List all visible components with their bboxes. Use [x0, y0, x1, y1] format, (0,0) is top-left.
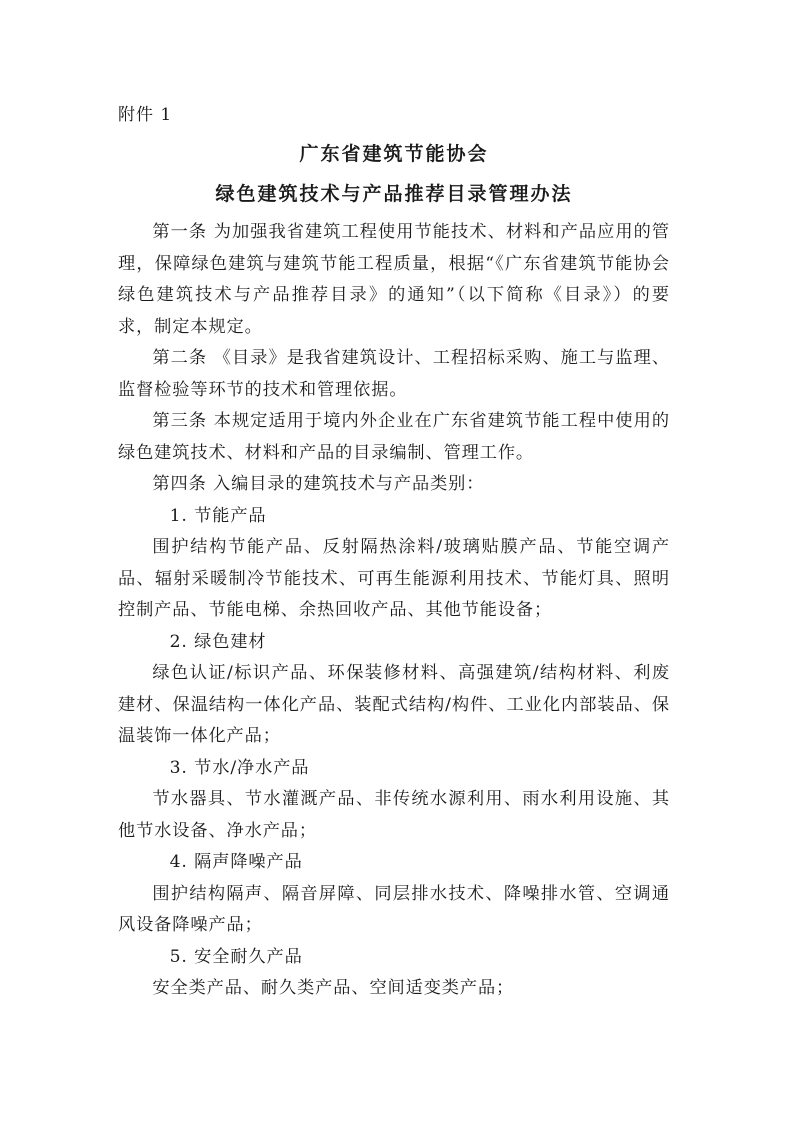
article-4: 第四条 入编目录的建筑技术与产品类别：: [152, 474, 485, 494]
category-heading-green-materials: 2. 绿色建材: [169, 631, 267, 652]
category-body-water: 节水器具、节水灌溉产品、非传统水源利用、雨水利用设施、其他节水设备、净水产品；: [118, 789, 670, 841]
category-heading-noise: 4. 隔声降噪产品: [169, 852, 303, 872]
category-body-green-materials: 绿色认证/标识产品、环保装修材料、高强建筑/结构材料、利废建材、保温结构一体化产品、装配式结构/构件、工业化内部装品、保温装饰一体化产品；: [118, 663, 670, 746]
category-heading-water: 3. 节水/净水产品: [169, 757, 310, 778]
category-body-safety: 安全类产品、耐久类产品、空间适变类产品；: [152, 978, 515, 998]
category-body-noise: 围护结构隔声、隔音屏障、同层排水技术、降噪排水管、空调通风设备降噪产品；: [118, 883, 670, 935]
category-heading-safety: 5. 安全耐久产品: [169, 946, 303, 967]
article-3: 第三条 本规定适用于境内外企业在广东省建筑节能工程中使用的绿色建筑技术、材料和产品的目录编制、管理工作。: [118, 411, 670, 463]
category-heading-energy-saving: 1. 节能产品: [169, 505, 267, 526]
document-title-regulation: 绿色建筑技术与产品推荐目录管理办法: [215, 183, 573, 205]
attachment-label: 附件 1: [118, 105, 173, 125]
document-page: [118, 100, 670, 1005]
article-1: 第一条 为加强我省建筑工程使用节能技术、材料和产品应用的管理，保障绿色建筑与建筑节能工程质量，根据“《广东省建筑节能协会绿色建筑技术与产品推荐目录》的通知”（以下简称《目录》）的要求，制定本规定。: [118, 222, 670, 337]
category-body-energy-saving: 围护结构节能产品、反射隔热涂料/玻璃贴膜产品、节能空调产品、辐射采暖制冷节能技术、可再生能源利用技术、节能灯具、照明控制产品、节能电梯、余热回收产品、其他节能设备；: [118, 537, 670, 620]
article-2: 第二条 《目录》是我省建筑设计、工程招标采购、施工与监理、监督检验等环节的技术和管理依据。: [118, 348, 670, 400]
document-title-organization: 广东省建筑节能协会: [299, 143, 489, 165]
